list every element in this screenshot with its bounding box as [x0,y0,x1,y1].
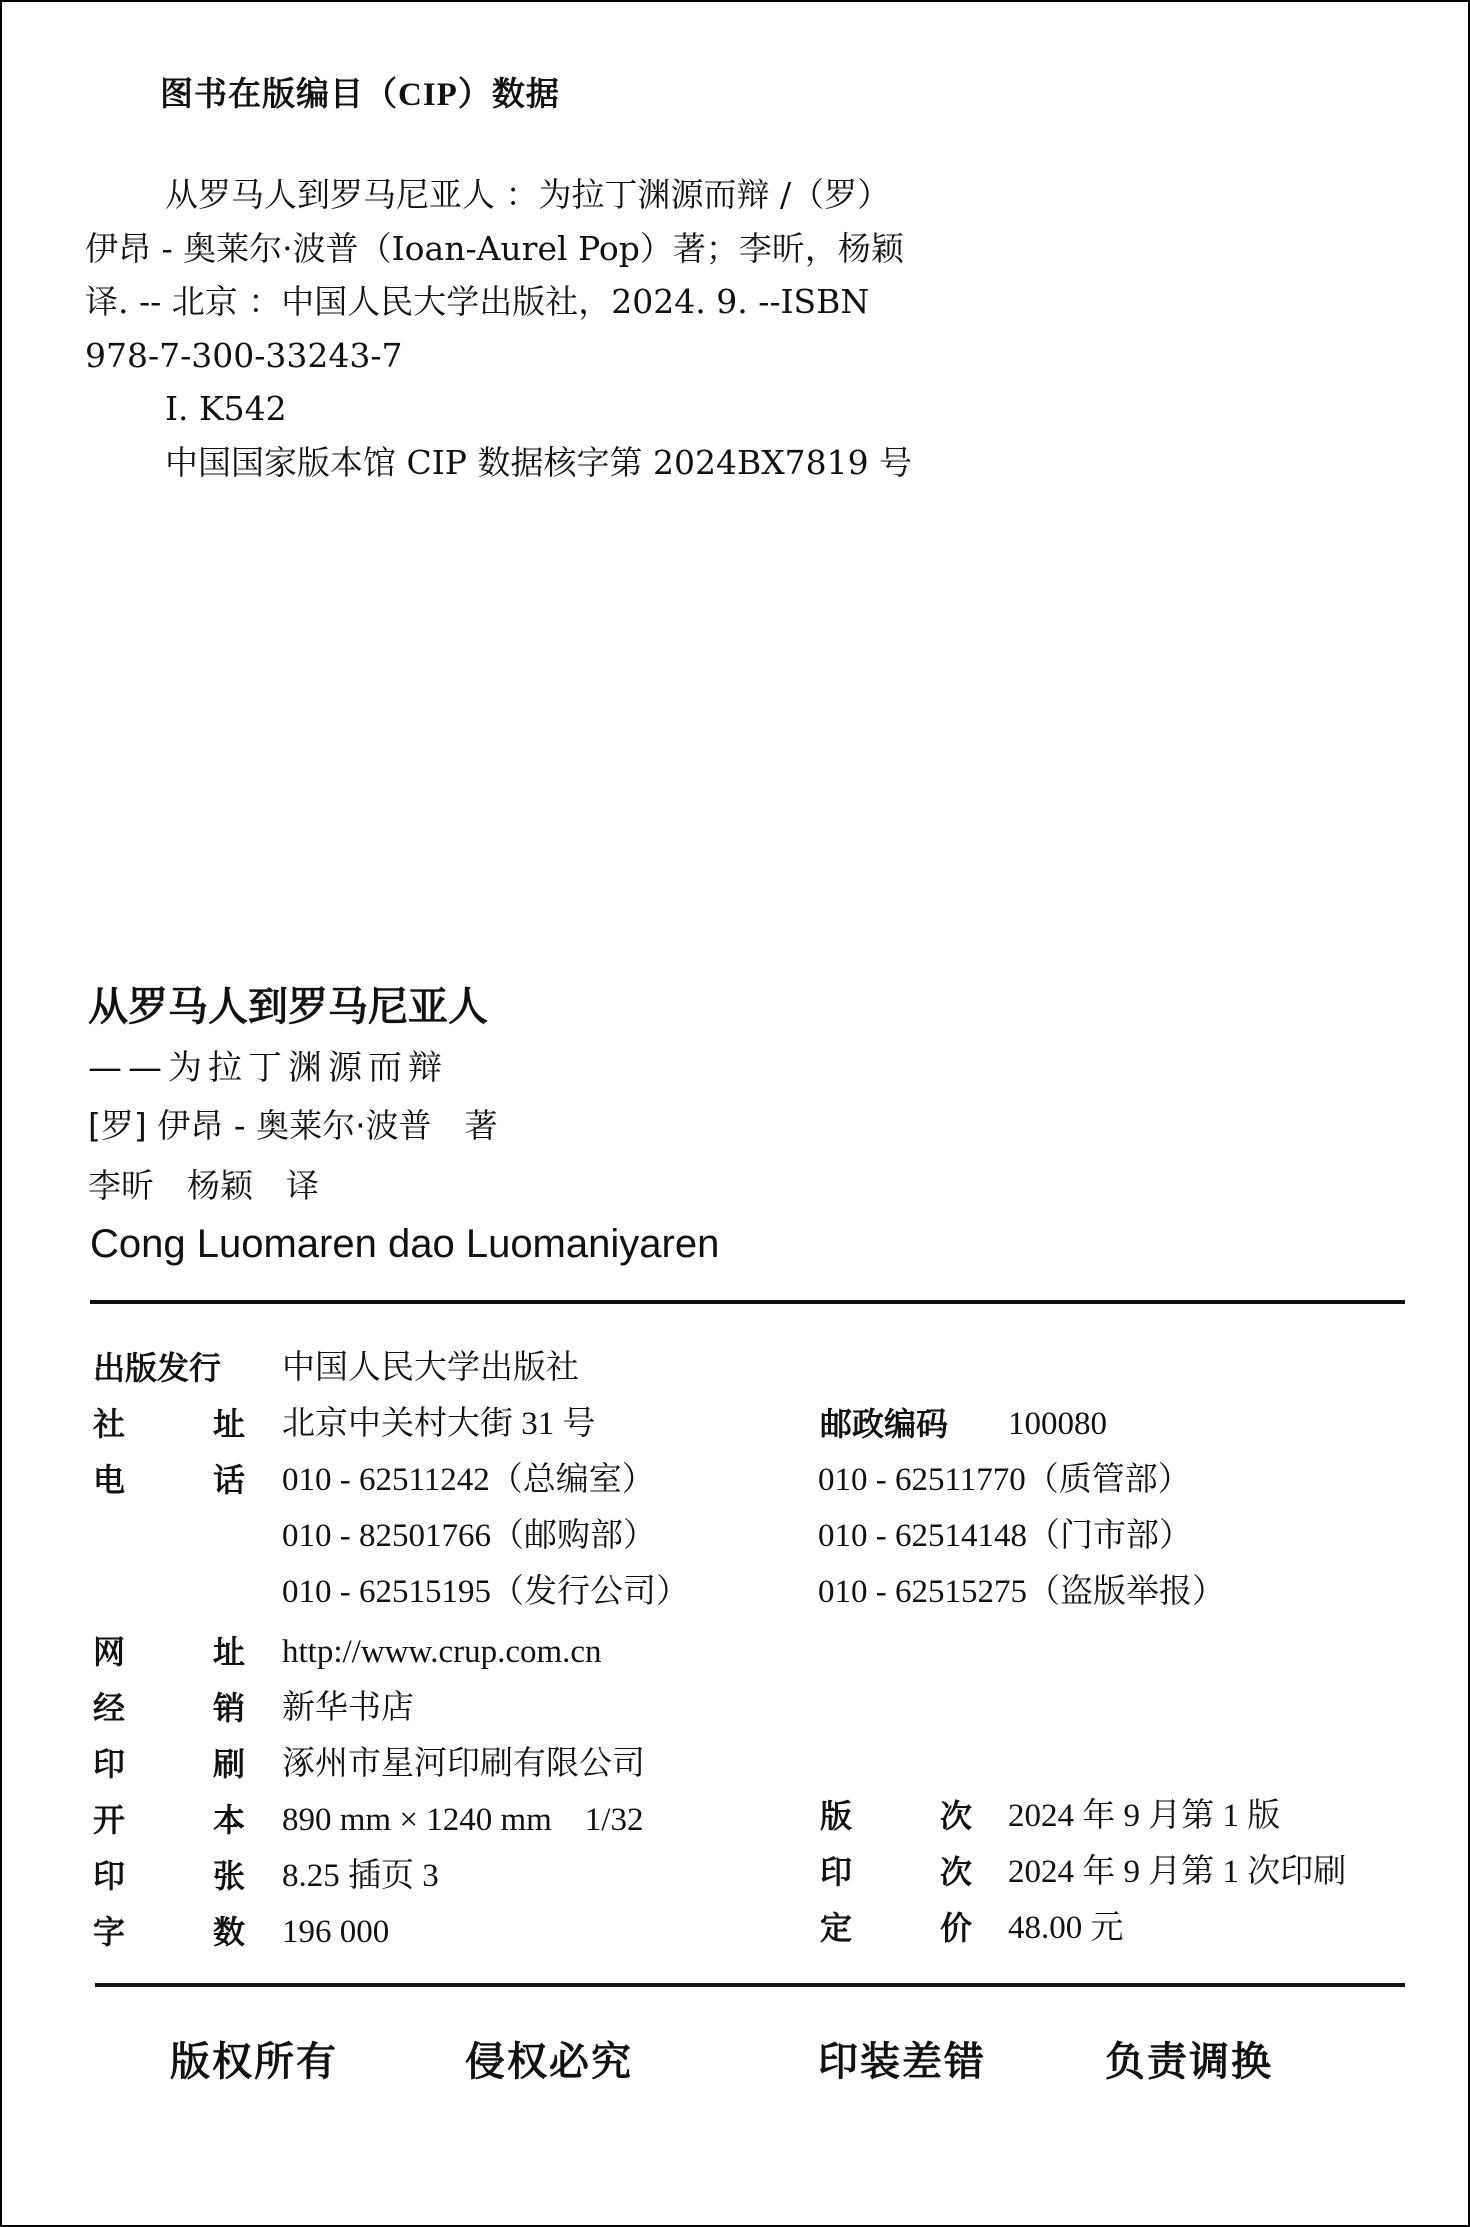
imprint-label: 印 张 [93,1857,245,1895]
cip-line-record-number: 中国国家版本馆 CIP 数据核字第 2024BX7819 号 [165,443,913,482]
imprint-label: 电 话 [93,1461,245,1499]
cip-heading-latin: CIP [398,77,458,113]
imprint-value: 010 - 82501766（邮购部） [282,1518,656,1554]
book-subtitle: ——为拉丁渊源而辩 [88,1048,448,1088]
imprint-value: 2024 年 9 月第 1 版 [1008,1798,1281,1834]
slogan-infringement-prosecuted: 侵权必究 [465,2039,633,2085]
imprint-value: 010 - 62515195（发行公司） [282,1574,689,1610]
imprint-label: 社 址 [93,1405,245,1443]
imprint-label: 版 次 [820,1797,972,1835]
divider-bottom [95,1983,1405,1987]
imprint-value: 8.25 插页 3 [282,1858,439,1894]
imprint-value: 涿州市星河印刷有限公司 [282,1746,645,1782]
book-translators: 李昕 杨颖 译 [88,1166,319,1205]
imprint-value: 196 000 [282,1914,390,1950]
cip-line-publisher: 译. -- 北京 ：中国人民大学出版社，2024. 9. --ISBN [85,282,870,321]
cip-line-author: 伊昂 - 奥莱尔·波普（Ioan-Aurel Pop）著；李昕，杨颖 [85,229,904,268]
imprint-value: 新华书店 [282,1690,414,1726]
imprint-value: 北京中关村大街 31 号 [282,1406,596,1442]
imprint-label: 网 址 [93,1633,245,1671]
slogan-printing-errors: 印装差错 [818,2039,986,2085]
imprint-value: 中国人民大学出版社 [282,1350,579,1386]
imprint-value: 010 - 62514148（门市部） [818,1518,1192,1554]
cip-heading-suffix: ）数据 [457,74,560,113]
imprint-value: 890 mm × 1240 mm 1/32 [282,1802,644,1838]
imprint-label: 印 刷 [93,1745,245,1783]
imprint-label: 出版发行 [93,1349,222,1387]
slogan-will-replace: 负责调换 [1105,2039,1273,2085]
imprint-value: 010 - 62515275（盗版举报） [818,1574,1225,1610]
cip-line-classification: Ⅰ. K542 [165,389,287,428]
cip-line-isbn: 978-7-300-33243-7 [85,336,403,375]
imprint-label: 经 销 [93,1689,245,1727]
imprint-label: 印 次 [820,1853,972,1891]
divider-top [90,1300,1405,1304]
imprint-value: 48.00 元 [1008,1910,1124,1946]
book-title-pinyin: Cong Luomaren dao Luomaniyaren [90,1222,720,1266]
slogan-copyright-reserved: 版权所有 [170,2039,338,2085]
imprint-value: 010 - 62511242（总编室） [282,1462,655,1498]
cip-heading [160,68,560,115]
website-link[interactable]: http://www.crup.com.cn [282,1634,602,1670]
imprint-label: 字 数 [93,1913,245,1951]
cip-line-title: 从罗马人到罗马尼亚人 ：为拉丁渊源而辩 /（罗） [165,175,891,214]
imprint-label: 开 本 [93,1801,245,1839]
book-title: 从罗马人到罗马尼亚人 [88,984,488,1030]
book-author: [罗] 伊昂 - 奥莱尔·波普 著 [88,1106,498,1145]
imprint-value: 2024 年 9 月第 1 次印刷 [1008,1854,1347,1890]
imprint-label: 定 价 [820,1909,972,1947]
cip-heading-prefix: 图书在版编目（ [160,74,398,113]
imprint-value: 100080 [1008,1406,1107,1442]
imprint-value: 010 - 62511770（质管部） [818,1462,1191,1498]
imprint-label: 邮政编码 [820,1405,949,1443]
